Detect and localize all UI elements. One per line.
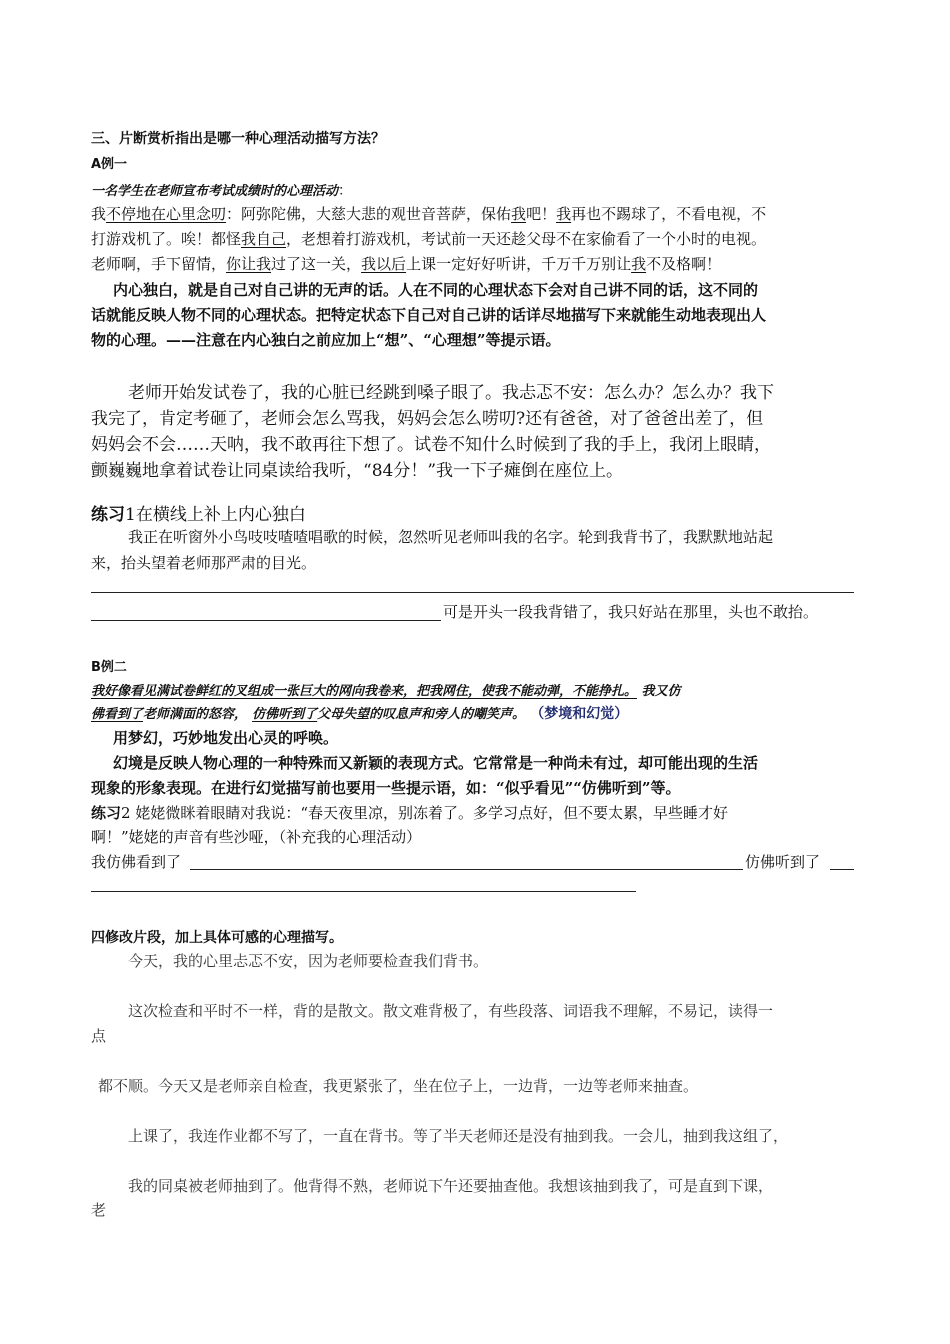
explain1-line-1: 内心独白，就是自己对自己讲的无声的话。人在不同的心理状态下会对自己讲不同的话，这不同的 [113,281,759,299]
section4-para-2: 这次检查和平时不一样，背的是散文。散文难背极了，有些段落、词语我不理解，不易记，读得一 [128,1002,774,1020]
practice1-heading: 练习1在横线上补上内心独白 [91,505,306,525]
monologue-line-1: 我不停地在心里念叨：阿弥陀佛，大慈大悲的观世音菩萨，保佑我吧！我再也不踢球了，不看电视，不 [91,205,767,223]
answer-line-2[interactable] [91,620,441,621]
section4-title: 四修改片段，加上具体可感的心理描写。 [91,930,343,946]
example2-line-1: 我好像看见满试卷鲜红的叉组成一张巨大的网向我卷来，把我网住，使我不能动弹，不能挣扎。 我又仿 [91,684,681,699]
see-answer-line[interactable] [190,869,743,870]
practice2-see-label: 我仿佛看到了 [91,853,182,871]
section4-para-1: 今天，我的心里忐忑不安，因为老师要检查我们背书。 [128,952,489,970]
practice2-hear-label: 仿佛听到了 [745,853,821,871]
explain1-line-2: 话就能反映人物不同的心理状态。把特定状态下自己对自己讲的话详尽地描写下来就能生动地表现出人 [91,306,767,324]
explain2-line-2: 现象的形象表现。在进行幻觉描写前也要用一些提示语，如：“似乎看见”“仿佛听到”等。 [91,779,681,797]
example1-caption: 一名学生在老师宣布考试成绩时的心理活动： [91,183,353,199]
explain2-line-1: 幻境是反映人物心理的一种特殊而又新颖的表现方式。它常常是一种尚未有过，却可能出现的生活 [113,754,759,772]
example2-line-2: 佛看到了老师满面的怒容， 仿佛听到了父母失望的叹息声和旁人的嘲笑声。 （梦境和幻觉） [91,706,629,722]
example-text-line-3: 妈妈会不会……天呐，我不敢再往下想了。试卷不知什么时候到了我的手上，我闭上眼睛， [91,435,771,455]
example2-line-3: 用梦幻，巧妙地发出心灵的呼唤。 [113,729,339,747]
hear-answer-line[interactable] [830,869,854,870]
example2-label: B例二 [91,660,127,675]
monologue-line-2: 打游戏机了。唉！都怪我自己，老想着打游戏机，考试前一天还趁父母不在家偷看了一个小时的电视。 [91,230,767,248]
answer-line-1[interactable] [91,592,854,593]
practice1-line-2: 来，抬头望着老师那严肃的目光。 [91,554,317,572]
section4-para-4: 上课了，我连作业都不写了，一直在背书。等了半天老师还是没有抽到我。一会儿，抽到我这组了， [128,1127,789,1145]
example-text-line-4: 颤巍巍地拿着试卷让同桌读给我听，“84分！”我一下子瘫倒在座位上。 [91,461,624,481]
practice1-tail: 可是开头一段我背错了，我只好站在那里，头也不敢抬。 [443,603,819,621]
practice2-line-1: 练习2 姥姥微眯着眼睛对我说：“春天夜里凉，别冻着了。多学习点好，但不要太累，早些睡才好 [91,804,729,822]
practice2-line-2: 啊！”姥姥的声音有些沙哑，（补充我的心理活动） [91,828,422,846]
monologue-line-3: 老师啊，手下留情，你让我过了这一关，我以后上课一定好好听讲，千万千万别让我不及格啊！ [91,255,722,273]
section3-title: 三、片断赏析指出是哪一种心理活动描写方法？ [91,131,385,147]
example1-label: A例一 [91,157,128,172]
practice1-line-1: 我正在听窗外小鸟吱吱喳喳唱歌的时候，忽然听见老师叫我的名字。轮到我背书了，我默默地站起 [128,528,774,546]
practice2-answer-line-2[interactable] [91,891,636,892]
example-text-line-2: 我完了，肯定考砸了，老师会怎么骂我，妈妈会怎么唠叨?还有爸爸，对了爸爸出差了，但 [91,409,764,429]
section4-para-5: 我的同桌被老师抽到了。他背得不熟，老师说下午还要抽查他。我想该抽到我了，可是直到下课， [128,1177,774,1195]
explain1-line-3: 物的心理。——注意在内心独白之前应加上“想”、“心理想”等提示语。 [91,331,561,349]
section4-para-5-cont: 老 [91,1201,107,1219]
example-text-line-1: 老师开始发试卷了，我的心脏已经跳到嗓子眼了。我忐忑不安：怎么办？怎么办？我下 [128,383,774,403]
section4-para-3: 都不顺。今天又是老师亲自检查，我更紧张了，坐在位子上，一边背，一边等老师来抽查。 [98,1077,699,1095]
section4-para-2-cont: 点 [91,1027,107,1045]
